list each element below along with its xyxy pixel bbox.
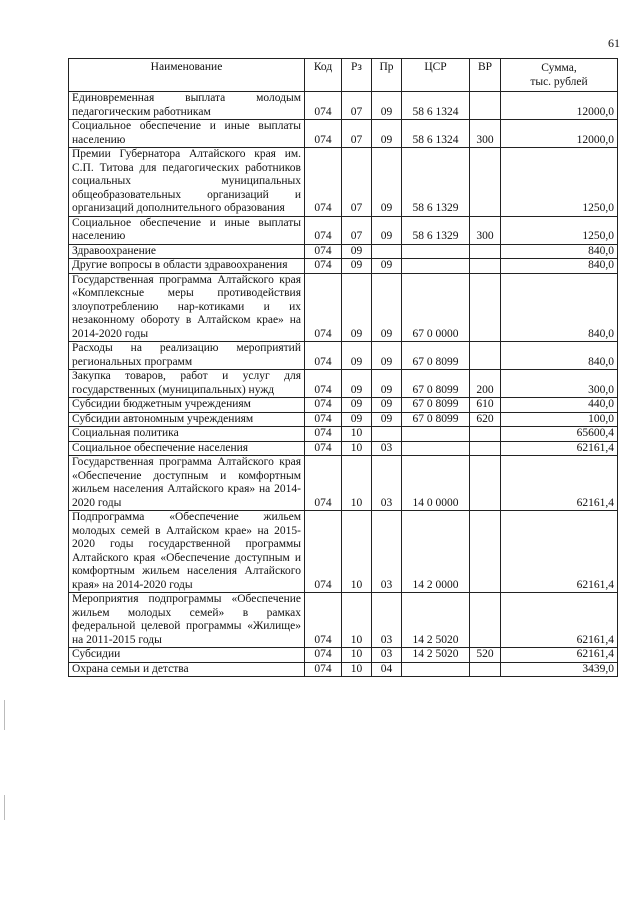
cell-csr: 14 0 0000 [402, 456, 470, 511]
budget-table [68, 58, 618, 677]
cell-pr: 09 [372, 342, 402, 370]
cell-pr: 03 [372, 511, 402, 593]
cell-name: Субсидии автономным учреждениям [69, 412, 305, 427]
cell-code: 074 [305, 456, 342, 511]
cell-rz: 10 [342, 456, 372, 511]
scan-margin-mark [4, 700, 5, 730]
cell-code: 074 [305, 216, 342, 244]
cell-sum: 3439,0 [501, 662, 618, 677]
cell-rz: 07 [342, 216, 372, 244]
cell-sum: 1250,0 [501, 216, 618, 244]
cell-sum: 1250,0 [501, 148, 618, 217]
cell-rz: 09 [342, 273, 372, 342]
header-rz: Рз [342, 59, 372, 92]
cell-csr [402, 259, 470, 274]
header-csr: ЦСР [402, 59, 470, 92]
table-row [69, 216, 618, 244]
cell-rz: 09 [342, 412, 372, 427]
table-row [69, 244, 618, 259]
cell-pr: 09 [372, 398, 402, 413]
table-row [69, 441, 618, 456]
cell-vr: 610 [470, 398, 501, 413]
table-row [69, 259, 618, 274]
cell-vr: 620 [470, 412, 501, 427]
cell-vr: 300 [470, 120, 501, 148]
cell-sum: 65600,4 [501, 427, 618, 442]
cell-sum: 62161,4 [501, 456, 618, 511]
cell-pr: 04 [372, 662, 402, 677]
table-row [69, 398, 618, 413]
table-row [69, 593, 618, 648]
cell-sum: 840,0 [501, 244, 618, 259]
cell-sum: 100,0 [501, 412, 618, 427]
table-row [69, 120, 618, 148]
header-vr: ВР [470, 59, 501, 92]
cell-pr: 09 [372, 259, 402, 274]
cell-name: Здравоохранение [69, 244, 305, 259]
table-row [69, 456, 618, 511]
cell-sum: 300,0 [501, 370, 618, 398]
cell-csr [402, 441, 470, 456]
cell-rz: 09 [342, 398, 372, 413]
cell-csr: 14 2 5020 [402, 648, 470, 663]
cell-code: 074 [305, 427, 342, 442]
cell-code: 074 [305, 441, 342, 456]
cell-pr [372, 244, 402, 259]
table-row [69, 273, 618, 342]
cell-csr: 58 6 1324 [402, 92, 470, 120]
table-body [69, 92, 618, 677]
cell-code: 074 [305, 120, 342, 148]
cell-sum: 12000,0 [501, 92, 618, 120]
cell-rz: 10 [342, 441, 372, 456]
cell-csr: 67 0 8099 [402, 370, 470, 398]
cell-name: Подпрограмма «Обеспечение жильем молодых семей в Алтайском крае» на 2015-2020 годы государственной программы Алтайского края «Обеспечение доступным и комфортным жильем населения Алтайского края» на 2014-2020 годы [69, 511, 305, 593]
cell-csr: 14 2 5020 [402, 593, 470, 648]
cell-code: 074 [305, 148, 342, 217]
cell-code: 074 [305, 398, 342, 413]
cell-pr: 03 [372, 593, 402, 648]
cell-code: 074 [305, 412, 342, 427]
page-number: 61 [608, 36, 620, 50]
cell-vr [470, 244, 501, 259]
cell-pr: 03 [372, 456, 402, 511]
cell-pr: 09 [372, 273, 402, 342]
table-row [69, 412, 618, 427]
cell-name: Социальное обеспечение и иные выплаты населению [69, 120, 305, 148]
cell-code: 074 [305, 92, 342, 120]
cell-vr [470, 92, 501, 120]
cell-code: 074 [305, 342, 342, 370]
cell-pr: 09 [372, 120, 402, 148]
cell-name: Охрана семьи и детства [69, 662, 305, 677]
cell-vr [470, 441, 501, 456]
cell-name: Социальное обеспечение населения [69, 441, 305, 456]
cell-code: 074 [305, 648, 342, 663]
cell-name: Единовременная выплата молодым педагогическим работникам [69, 92, 305, 120]
cell-name: Государственная программа Алтайского края «Комплексные меры противодействия злоупотреблению нар-котиками и их незаконному обороту в Алтайском крае» на 2014-2020 годы [69, 273, 305, 342]
cell-sum: 62161,4 [501, 593, 618, 648]
table-row [69, 511, 618, 593]
table-row [69, 370, 618, 398]
cell-sum: 12000,0 [501, 120, 618, 148]
header-code: Код [305, 59, 342, 92]
header-sum: Сумма, тыс. рублей [501, 59, 618, 92]
cell-name: Премии Губернатора Алтайского края им. С.П. Титова для педагогических работников социальных муниципальных общеобразовательных организаций и организаций дополнительного образования [69, 148, 305, 217]
cell-sum: 62161,4 [501, 511, 618, 593]
cell-rz: 07 [342, 120, 372, 148]
cell-sum: 840,0 [501, 259, 618, 274]
cell-code: 074 [305, 259, 342, 274]
cell-pr: 09 [372, 216, 402, 244]
cell-vr [470, 259, 501, 274]
scan-margin-mark [4, 795, 5, 820]
cell-vr: 520 [470, 648, 501, 663]
cell-csr [402, 244, 470, 259]
cell-rz: 10 [342, 511, 372, 593]
table-row [69, 342, 618, 370]
cell-code: 074 [305, 370, 342, 398]
cell-code: 074 [305, 273, 342, 342]
cell-vr [470, 456, 501, 511]
cell-csr: 58 6 1329 [402, 148, 470, 217]
header-name: Наименование [69, 59, 305, 92]
cell-name: Социальная политика [69, 427, 305, 442]
cell-pr: 09 [372, 92, 402, 120]
cell-csr: 14 2 0000 [402, 511, 470, 593]
cell-name: Субсидии бюджетным учреждениям [69, 398, 305, 413]
cell-rz: 10 [342, 662, 372, 677]
cell-csr: 67 0 8099 [402, 412, 470, 427]
cell-name: Социальное обеспечение и иные выплаты населению [69, 216, 305, 244]
table-row [69, 648, 618, 663]
cell-csr: 67 0 8099 [402, 398, 470, 413]
cell-rz: 09 [342, 342, 372, 370]
cell-pr: 03 [372, 648, 402, 663]
cell-name: Закупка товаров, работ и услуг для государственных (муниципальных) нужд [69, 370, 305, 398]
cell-vr [470, 148, 501, 217]
cell-vr [470, 662, 501, 677]
cell-code: 074 [305, 244, 342, 259]
cell-csr: 58 6 1324 [402, 120, 470, 148]
table-row [69, 148, 618, 217]
cell-csr: 67 0 0000 [402, 273, 470, 342]
cell-rz: 10 [342, 427, 372, 442]
cell-rz: 09 [342, 244, 372, 259]
cell-pr: 03 [372, 441, 402, 456]
cell-sum: 440,0 [501, 398, 618, 413]
cell-rz: 10 [342, 648, 372, 663]
cell-rz: 09 [342, 370, 372, 398]
cell-name: Другие вопросы в области здравоохранения [69, 259, 305, 274]
cell-vr [470, 511, 501, 593]
cell-code: 074 [305, 662, 342, 677]
table-header-row [69, 59, 618, 92]
cell-sum: 62161,4 [501, 648, 618, 663]
cell-vr: 200 [470, 370, 501, 398]
cell-pr: 09 [372, 370, 402, 398]
cell-rz: 07 [342, 92, 372, 120]
cell-vr [470, 342, 501, 370]
cell-sum: 840,0 [501, 273, 618, 342]
cell-code: 074 [305, 511, 342, 593]
cell-vr [470, 427, 501, 442]
cell-name: Государственная программа Алтайского края «Обеспечение доступным и комфортным жильем населения Алтайского края» на 2014-2020 годы [69, 456, 305, 511]
cell-vr [470, 593, 501, 648]
cell-sum: 62161,4 [501, 441, 618, 456]
cell-name: Расходы на реализацию мероприятий региональных программ [69, 342, 305, 370]
cell-code: 074 [305, 593, 342, 648]
cell-csr [402, 662, 470, 677]
cell-rz: 10 [342, 593, 372, 648]
cell-sum: 840,0 [501, 342, 618, 370]
header-pr: Пр [372, 59, 402, 92]
cell-pr: 09 [372, 412, 402, 427]
cell-csr: 58 6 1329 [402, 216, 470, 244]
cell-rz: 09 [342, 259, 372, 274]
table-row [69, 92, 618, 120]
table-row [69, 662, 618, 677]
cell-csr: 67 0 8099 [402, 342, 470, 370]
cell-vr [470, 273, 501, 342]
cell-name: Мероприятия подпрограммы «Обеспечение жильем молодых семей» в рамках федеральной целевой программы «Жилище» на 2011-2015 годы [69, 593, 305, 648]
cell-pr [372, 427, 402, 442]
cell-name: Субсидии [69, 648, 305, 663]
cell-rz: 07 [342, 148, 372, 217]
table-row [69, 427, 618, 442]
cell-vr: 300 [470, 216, 501, 244]
cell-csr [402, 427, 470, 442]
cell-pr: 09 [372, 148, 402, 217]
